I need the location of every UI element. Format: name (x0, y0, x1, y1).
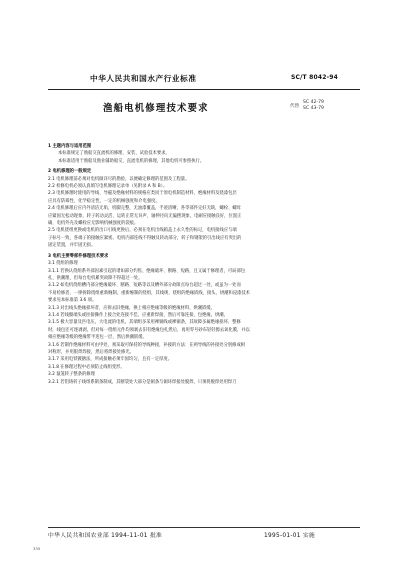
approval-rule (48, 527, 360, 528)
body-line: 3.1.6 若制作绝缘材料可由甲处，须采取可保持的导线种接，补接的方法：在两导线的补接处分别修成相 (48, 342, 246, 348)
section-heading: 2 电机修理的一般规定 (48, 169, 92, 175)
body-line: 相应绝缘等级的绝缘带半迭包一层，然后烘潮嵌缓。 (48, 335, 147, 341)
body-line: 2.3 电机修理时使用的导线、导磁及绝缘材料的规格应类同于原电机制造材料，绝缘材料及绕漆包层 (48, 191, 237, 197)
body-line: 对称形，并用银焊焊接，然后将焊接处修光。 (48, 349, 134, 355)
replaces-list (303, 100, 324, 112)
standard-title: 中华人民共和国水产行业标准 (90, 74, 197, 83)
body-line: 3.1.4 若线圈端头或匝接操作上接合处连接不佳，应重新焊接，然后可靠连接，包绝缘，烘潮。 (48, 312, 228, 318)
body-line: 时，线包还可逐剥剥，但对每一绕组元件均须剥去旧有绝缘包扎然后，再用零号砂布轻轻擦去氧化膜，并以 (48, 327, 250, 333)
body-line: 扎、供潮理，但每台电机累突故障不得超过一处。 (48, 275, 143, 281)
approval-issuer: 中华人民共和国农业部 1994-11-01 批准 (48, 533, 163, 539)
body-line: 2.1 电机修理前必须对电机做详尽的勘验，以便确定修理的范围及工程量。 (48, 176, 190, 182)
body-line: 2.5 电机绕组更换或电机的出口引线更换后，必须在电机出线箱盖上永久性的标记，电机接线应与端 (48, 228, 237, 234)
body-line: 应紧固无松动现象，转子转动灵活，运转正常无异声，轴伸径向无偏摆现象，电刷应接触良好，位置正 (48, 213, 242, 219)
section-heading: 3 电机主要零部件修理技术要求 (48, 253, 109, 259)
body-line: 不易检修者，一律拆除绕组重新缠制，重新缠制的绕组，其线规、绕组的绝缘嵌线、接头、烘潮和浸漆技术 (48, 290, 250, 296)
replaces-item: SC 42-79 (303, 100, 324, 105)
body-line: 3.1.2 如电机绕组槽内部分绝缘破坏、断路、短路等以及槽外部分故障点每台超过一处，或虽为一处而 (48, 283, 241, 289)
body-line: 本标准适用于渔船及渔业辅助船交、直流电机的修理，其他电机可参照执行。 (58, 158, 205, 164)
body-line: 应具有防霉性、化学稳定性，一定的机械强度和介电强度。 (48, 198, 160, 204)
approval-effective-date: 1995-01-01 实施 (264, 533, 316, 539)
body-line: 本标准规定了渔船交直流机的修理、安装、试验技术要求。 (58, 151, 170, 157)
standard-code: SC/T 8042-94 (291, 74, 339, 81)
replaces-label: 代替 (290, 104, 300, 109)
body-line: 2.4 电机修理后应内外清洁无垢，机脚完整，无油漆覆盖，手迹清晰，各零部件完好无缺，螺栓、螺母 (48, 206, 241, 212)
body-line: 3.1.8 在修理过程中必须防止线组变形。 (48, 364, 125, 370)
body-line: 3.1 绕组的修理 (48, 261, 78, 267)
document-title: 渔船电机修理技术要求 (103, 103, 209, 114)
body-line: 3.2.1 若铝铸转子线组系制条制成，其断袋处大部分是铜条与铜环焊接处脱焊，只须将脱焊处用焊刀 (48, 379, 237, 385)
body-text (48, 143, 360, 386)
body-line: 3.1.7 采用电铁镀搪法，所成接触必须牢固均匀，且有一定厚度。 (48, 357, 173, 363)
body-line: 要求见本标准第 3.6 项。 (48, 298, 97, 304)
header-rule (48, 89, 360, 90)
page-number: 335 (33, 546, 41, 551)
body-line: 3.1.5 极大容量及匹电压，大电流的电机，其端组多采用裸铜线或裸铜条，其故障多属绝缘损坏，整修 (48, 320, 241, 326)
body-line: 2.2 检修电机必须认真填写电机修理记录单（见附录 A 和 B）。 (48, 184, 168, 190)
replaces-item: SC 43-79 (303, 106, 324, 111)
body-line: 子标号一致，各端子的接触应紧密。电机内部连线不得触及转动部分，转子和钢架的引出线应有突出的 (48, 235, 242, 241)
body-line: 确，电机外壳及螺栓应无影响机械强度的裂痕。 (48, 221, 139, 227)
section-heading: 1 主题内容与适用范围 (48, 144, 92, 149)
body-line: 3.1.3 对出线头绝缘损坏者，应拆去旧绝缘，换上相应绝缘等级的绝缘材料，烘潮嵌缓。 (48, 305, 215, 311)
body-line: 固定装置，并牢固无损。 (48, 243, 96, 249)
body-line: 3.2 鼠笼转子整条的修理 (48, 372, 95, 378)
body-line: 3.1.1 若换认绕组系外部因素引起的诸如部分灼焦、绝缘破坏、断路、短路，且又属于修理者，可局部包 (48, 268, 246, 274)
